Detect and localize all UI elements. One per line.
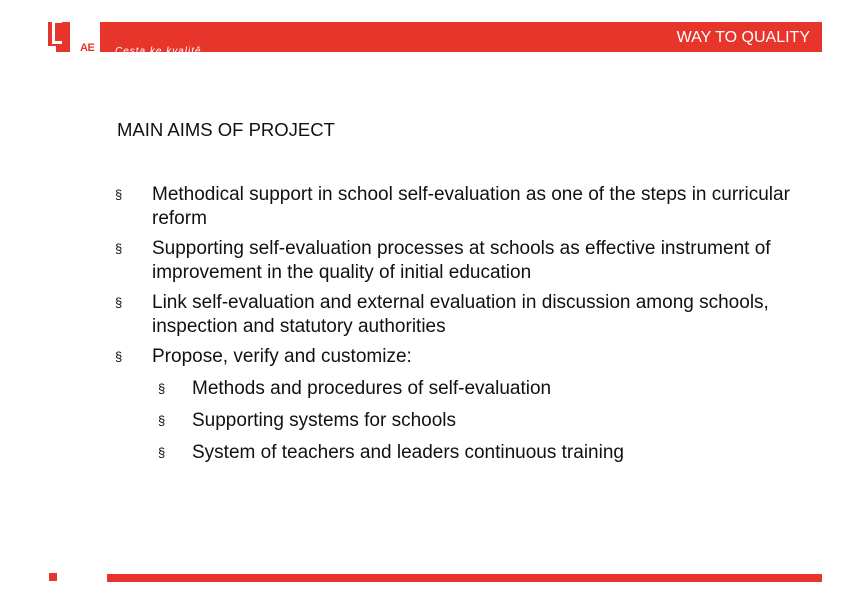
- aims-list: [115, 183, 815, 471]
- list-item: [115, 291, 815, 339]
- bullet-marker-icon: §: [158, 445, 166, 460]
- bullet-marker-icon: §: [115, 349, 123, 364]
- bullet-marker-icon: §: [115, 295, 123, 310]
- sub-list: [152, 377, 815, 465]
- bullet-marker-icon: §: [115, 241, 123, 256]
- list-item: [115, 183, 815, 231]
- sub-list-item: [152, 377, 815, 401]
- footer-bar: [107, 574, 822, 582]
- list-item: [115, 237, 815, 285]
- list-item-text: Methodical support in school self-evaluation as one of the steps in curricular reform: [152, 184, 790, 229]
- logo-letter-shape: [52, 20, 62, 44]
- page-title: MAIN AIMS OF PROJECT: [117, 119, 335, 140]
- sub-list-item: [152, 441, 815, 465]
- logo-notch: [48, 46, 56, 54]
- tagline: Cesta ke kvalitě: [115, 46, 202, 57]
- list-item-text: Link self-evaluation and external evaluation in discussion among schools, inspection and statutory authorities: [152, 292, 769, 337]
- sub-list-item-text: Methods and procedures of self-evaluation: [192, 378, 552, 399]
- bullet-marker-icon: §: [115, 187, 123, 202]
- header-title: WAY TO QUALITY: [676, 29, 810, 46]
- sub-list-item: [152, 409, 815, 433]
- sub-list-item-text: Supporting systems for schools: [192, 410, 457, 431]
- bullet-marker-icon: §: [158, 381, 166, 396]
- list-item-text: Supporting self-evaluation processes at schools as effective instrument of improvement in the quality of initial education: [152, 238, 771, 283]
- sub-list-item-text: System of teachers and leaders continuous training: [192, 442, 624, 463]
- footer-square: [49, 573, 57, 581]
- list-item-text: Propose, verify and customize:: [152, 346, 412, 367]
- header-bar: [100, 22, 822, 52]
- logo-text: AE: [80, 42, 95, 54]
- list-item: [115, 345, 815, 465]
- bullet-marker-icon: §: [158, 413, 166, 428]
